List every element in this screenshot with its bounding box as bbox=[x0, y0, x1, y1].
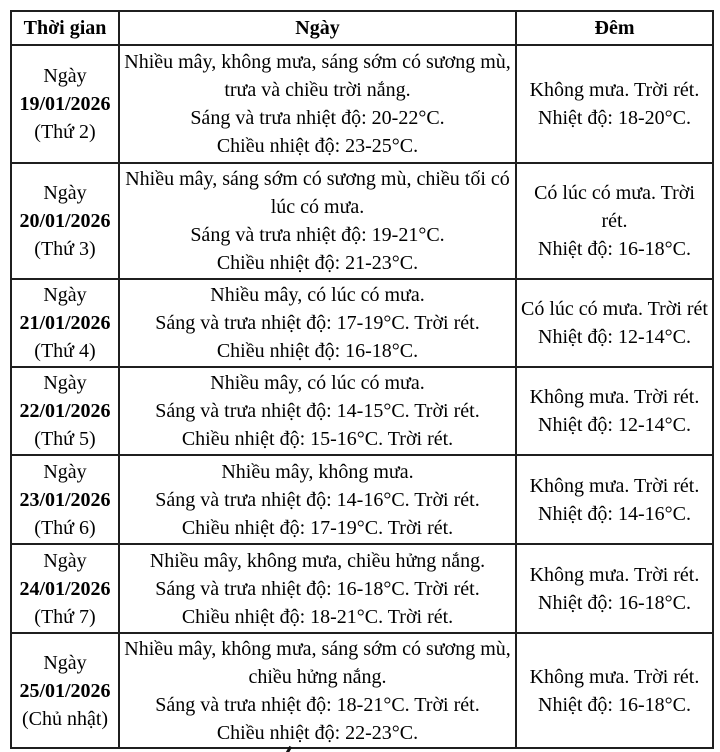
date-prefix: Ngày bbox=[43, 372, 87, 394]
night-forecast-cell bbox=[516, 367, 713, 455]
forecast-line: Chiều nhiệt độ: 17-19°C. Trời rét. bbox=[181, 516, 454, 539]
date-text: 25/01/2026 bbox=[19, 679, 111, 702]
time-cell bbox=[11, 633, 119, 748]
forecast-line: Sáng và trưa nhiệt độ: 17-19°C. Trời rét. bbox=[155, 312, 480, 334]
forecast-line: Nhiều mây, có lúc có mưa. bbox=[210, 372, 425, 394]
forecast-line: Nhiệt độ: 16-18°C. bbox=[538, 591, 691, 614]
night-forecast-cell bbox=[516, 45, 713, 163]
time-cell bbox=[11, 544, 119, 633]
date-prefix: Ngày bbox=[43, 65, 87, 87]
weekday-text: (Thứ 7) bbox=[34, 605, 96, 628]
date-prefix: Ngày bbox=[43, 549, 87, 572]
forecast-line: Nhiệt độ: 18-20°C. bbox=[538, 107, 691, 129]
day-forecast-cell bbox=[119, 367, 516, 455]
weekday-text: (Thứ 2) bbox=[34, 121, 96, 143]
table-row bbox=[11, 45, 713, 163]
day-forecast-cell bbox=[119, 279, 516, 367]
forecast-line: Nhiều mây, không mưa, sáng sớm có sương mù, chiều hửng nắng. bbox=[124, 637, 511, 688]
forecast-line: Nhiều mây, không mưa, sáng sớm có sương mù, trưa và chiều trời nắng. bbox=[124, 51, 511, 101]
forecast-line: Nhiệt độ: 12-14°C. bbox=[538, 414, 691, 436]
forecast-line: Có lúc có mưa. Trời rét bbox=[521, 298, 708, 320]
time-cell bbox=[11, 163, 119, 279]
day-forecast-cell bbox=[119, 45, 516, 163]
night-forecast-cell bbox=[516, 544, 713, 633]
forecast-line: Không mưa. Trời rét. bbox=[529, 563, 700, 586]
forecast-line: Sáng và trưa nhiệt độ: 14-15°C. Trời rét. bbox=[155, 400, 480, 422]
forecast-line: Chiều nhiệt độ: 18-21°C. Trời rét. bbox=[181, 605, 454, 628]
header-night: Đêm bbox=[516, 11, 713, 45]
forecast-line: Nhiều mây, không mưa, chiều hửng nắng. bbox=[149, 549, 486, 572]
time-cell bbox=[11, 45, 119, 163]
date-text: 23/01/2026 bbox=[19, 488, 111, 511]
forecast-line: Chiều nhiệt độ: 23-25°C. bbox=[216, 135, 419, 157]
night-forecast-cell bbox=[516, 163, 713, 279]
day-forecast-cell bbox=[119, 455, 516, 544]
table-row bbox=[11, 279, 713, 367]
table-row bbox=[11, 544, 713, 633]
forecast-line: Chiều nhiệt độ: 16-18°C. bbox=[216, 340, 419, 362]
day-forecast-cell bbox=[119, 544, 516, 633]
table-row bbox=[11, 633, 713, 748]
date-text: 22/01/2026 bbox=[19, 400, 111, 422]
forecast-line: Có lúc có mưa. Trời rét. bbox=[534, 182, 695, 232]
forecast-line: Chiều nhiệt độ: 21-23°C. bbox=[216, 252, 419, 274]
day-forecast-cell bbox=[119, 163, 516, 279]
forecast-line: Nhiệt độ: 16-18°C. bbox=[538, 693, 691, 716]
weekday-text: (Thứ 3) bbox=[34, 238, 96, 260]
day-forecast-cell bbox=[119, 633, 516, 748]
table-row bbox=[11, 455, 713, 544]
date-text: 20/01/2026 bbox=[19, 210, 111, 232]
weather-forecast-table bbox=[10, 10, 714, 749]
time-cell bbox=[11, 279, 119, 367]
forecast-line: Sáng và trưa nhiệt độ: 16-18°C. Trời rét. bbox=[155, 577, 480, 600]
forecast-line: Sáng và trưa nhiệt độ: 20-22°C. bbox=[190, 107, 445, 129]
night-forecast-cell bbox=[516, 455, 713, 544]
forecast-line: Không mưa. Trời rét. bbox=[529, 474, 700, 497]
night-forecast-cell bbox=[516, 633, 713, 748]
forecast-line: Nhiều mây, sáng sớm có sương mù, chiều tối có lúc có mưa. bbox=[125, 168, 510, 218]
forecast-line: Nhiệt độ: 12-14°C. bbox=[538, 326, 691, 348]
date-prefix: Ngày bbox=[43, 284, 87, 306]
forecast-line: Chiều nhiệt độ: 22-23°C. bbox=[216, 721, 419, 744]
date-prefix: Ngày bbox=[43, 460, 87, 483]
weekday-text: (Thứ 6) bbox=[34, 516, 96, 539]
weekday-text: (Thứ 5) bbox=[34, 428, 96, 450]
weekday-text: (Chủ nhật) bbox=[21, 707, 109, 730]
forecast-line: Không mưa. Trời rét. bbox=[529, 665, 700, 688]
date-text: 24/01/2026 bbox=[19, 577, 111, 600]
header-day: Ngày bbox=[119, 11, 516, 45]
forecast-line: Chiều nhiệt độ: 15-16°C. Trời rét. bbox=[181, 428, 454, 450]
table-row bbox=[11, 367, 713, 455]
time-cell bbox=[11, 367, 119, 455]
date-text: 19/01/2026 bbox=[19, 93, 111, 115]
forecast-line: Nhiệt độ: 16-18°C. bbox=[538, 238, 691, 260]
forecast-line: Sáng và trưa nhiệt độ: 19-21°C. bbox=[190, 224, 445, 246]
forecast-line: Nhiệt độ: 14-16°C. bbox=[538, 502, 691, 525]
date-text: 21/01/2026 bbox=[19, 312, 111, 334]
date-prefix: Ngày bbox=[43, 182, 87, 204]
forecast-line: Sáng và trưa nhiệt độ: 18-21°C. Trời rét. bbox=[155, 693, 480, 716]
forecast-line: Nhiều mây, không mưa. bbox=[221, 460, 414, 483]
table-row bbox=[11, 163, 713, 279]
header-row bbox=[11, 11, 713, 45]
header-time: Thời gian bbox=[11, 11, 119, 45]
forecast-line: Sáng và trưa nhiệt độ: 14-16°C. Trời rét. bbox=[155, 488, 480, 511]
forecast-line: Không mưa. Trời rét. bbox=[529, 79, 700, 101]
date-prefix: Ngày bbox=[43, 651, 87, 674]
time-cell bbox=[11, 455, 119, 544]
forecast-line: Nhiều mây, có lúc có mưa. bbox=[210, 284, 425, 306]
forecast-line: Không mưa. Trời rét. bbox=[529, 386, 700, 408]
weekday-text: (Thứ 4) bbox=[34, 340, 96, 362]
night-forecast-cell bbox=[516, 279, 713, 367]
